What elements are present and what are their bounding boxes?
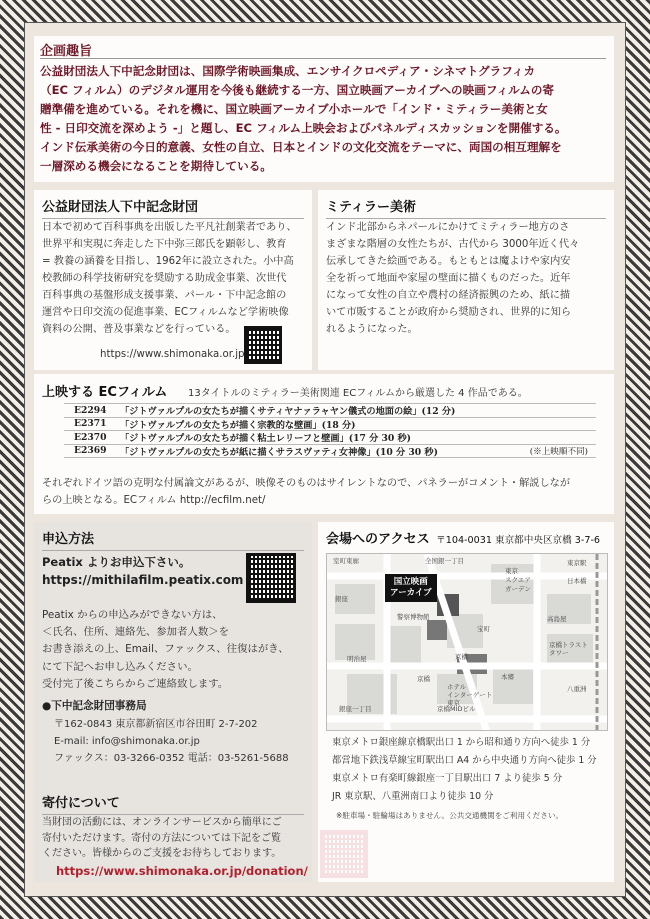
map-label: 室町東廊 xyxy=(333,557,359,565)
mithila-line: いて市販することが政府から奨励され、世界的に知ら xyxy=(326,307,572,318)
screening-note-line: らの上映となる。ECフィルム http://ecfilm.net/ xyxy=(42,495,266,506)
peatix-qr-code[interactable] xyxy=(246,553,296,603)
donation-line: 寄付いただけます。寄付の方法については下記をご覧 xyxy=(42,832,281,844)
purpose-line: 贈準備を進めている。それを機に、国立映画アーカイブ小ホールで「インド・ミティラー美術と女 xyxy=(40,102,548,116)
foundation-qr-code[interactable] xyxy=(244,326,282,364)
mithila-line: になって女性の自立や農村の経済振興のため、紙に描 xyxy=(326,290,571,301)
apply-line: にて下記へお申し込みください。 xyxy=(42,660,198,673)
foundation-line: 百科事典の基盤形成支援事業、パール・下中記念館の xyxy=(42,290,287,301)
access-map[interactable] xyxy=(326,553,608,731)
direction-line: 都営地下鉄浅草線宝町駅出口 A4 から中央通り方向へ徒歩 1 分 xyxy=(332,755,597,766)
map-label: 高島屋 xyxy=(547,615,567,623)
venue-marker xyxy=(385,574,437,602)
map-label: 銀座一丁目 xyxy=(339,705,372,713)
access-heading-group xyxy=(326,528,608,550)
film-row xyxy=(64,418,596,432)
film-row xyxy=(64,431,596,445)
mithila-line: 全を祈って地面や家屋の壁面に描くものだった。近年 xyxy=(326,273,571,284)
map-label: 日本橋 xyxy=(567,577,587,585)
film-title: 「ジトヴァルプルの女たちが紙に描くサラスヴァティ女神像」(10 分 30 秒) xyxy=(120,446,438,458)
purpose-line: 性 - 日印交流を深めよう -」と題し、EC フィルム上映会およびパネルディスカッションを開催する。 xyxy=(40,121,567,135)
film-row xyxy=(64,445,596,459)
map-label: 東京 xyxy=(447,699,460,707)
purpose-divider xyxy=(40,58,606,59)
map-label: インターゲート xyxy=(447,691,493,699)
purpose-line: インド伝承美術の今日的意義、女性の自立、日本とインドの文化交流をテーマに、両国の相互理解を xyxy=(40,140,562,154)
mithila-heading: ミティラー美術 xyxy=(326,196,606,219)
film-code: E2369 xyxy=(74,445,107,457)
film-code: E2370 xyxy=(74,431,107,443)
map-label: 全国銀一丁目 xyxy=(425,557,464,565)
map-label: 本郷 xyxy=(501,673,514,681)
donation-heading: 寄付について xyxy=(42,792,304,815)
direction-line: JR 東京駅、八重洲南口より徒歩 10 分 xyxy=(332,791,494,802)
film-title: 「ジトヴァルプルの女たちが描くサティヤナァラャヤン儀式の地面の絵」(12 分) xyxy=(120,406,456,418)
mithila-line: 伝承してきた絵画である。もともとは魔よけや家内安 xyxy=(326,256,571,267)
foundation-heading: 公益財団法人下中記念財団 xyxy=(42,196,304,219)
mithila-line: インド北部からネパールにかけてミティラー地方のさ xyxy=(326,222,570,233)
foundation-line: 校教師の科学技術研究を奨励する助成金事業、次世代 xyxy=(42,273,287,284)
mithila-text xyxy=(326,219,612,338)
film-code: E2371 xyxy=(74,418,107,430)
office-line: E-mail: info@shimonaka.or.jp xyxy=(54,736,200,747)
map-label: 明治屋 xyxy=(347,655,367,663)
foundation-line: 世界平和実現に奔走した下中弥三郎氏を顕彰し、教育 xyxy=(42,239,287,250)
venue-marker-line: アーカイブ xyxy=(390,588,432,598)
direction-line: 東京メトロ銀座線京橋駅出口 1 から昭和通り方向へ徒歩 1 分 xyxy=(332,737,591,748)
donation-url[interactable]: https://www.shimonaka.or.jp/donation/ xyxy=(56,864,308,878)
map-label: 宝町 xyxy=(477,625,490,633)
map-label: 東京駅 xyxy=(567,559,587,567)
apply-line: お書き添えの上、Email、ファックス、往復はがき、 xyxy=(42,643,289,656)
map-label: 銀座 xyxy=(335,595,348,603)
map-label: 京橋 xyxy=(455,653,468,661)
office-info xyxy=(54,716,310,767)
venue-marker-line: 国立映画 xyxy=(393,577,428,587)
screening-subheading: 13タイトルのミティラー美術関連 ECフィルムから厳選した 4 作品である。 xyxy=(188,388,528,399)
map-label: スクエア xyxy=(505,576,531,584)
foundation-line: 運営や日印交流の促進事業、ECフィルムなど学術映像 xyxy=(42,307,289,318)
foundation-line: = 教養の涵養を目指し、1962年に設立された。小中高 xyxy=(42,256,294,267)
purpose-heading: 企画趣旨 xyxy=(40,44,93,59)
foundation-text xyxy=(42,219,308,338)
foundation-url[interactable]: https://www.shimonaka.or.jp xyxy=(100,349,245,360)
purpose-line: 公益財団法人下中記念財団は、国際学術映画集成、エンサイクロペディア・シネマトグラフィカ xyxy=(40,64,536,78)
film-code: E2294 xyxy=(74,404,107,416)
apply-line: ＜氏名、住所、連絡先、参加者人数＞を xyxy=(42,626,230,639)
screening-heading: 上映する ECフィルム xyxy=(42,385,168,400)
peatix-url[interactable]: https://mithilafilm.peatix.com xyxy=(42,573,244,587)
access-directions xyxy=(332,734,612,806)
apply-text xyxy=(42,607,308,693)
screening-note xyxy=(42,475,612,509)
foundation-line: 日本で初めて百科事典を出版した平凡社創業者であり、 xyxy=(42,222,297,233)
film-list xyxy=(64,403,596,458)
film-note: (※上映順不同) xyxy=(529,446,588,457)
access-note: ※駐車場・駐輪場はありません。公共交通機関をご利用ください。 xyxy=(336,811,564,820)
donation-text xyxy=(42,815,312,862)
donation-line: 当財団の活動には、オンラインサービスから簡単にご xyxy=(42,817,282,828)
access-address: 〒104-0031 東京都中央区京橋 3-7-6 xyxy=(436,535,601,546)
film-row xyxy=(64,404,596,418)
office-line: 〒162-0843 東京都新宿区市谷田町 2-7-202 xyxy=(54,719,258,730)
film-title: 「ジトヴァルプルの女たちが描く粘土レリーフと壁画」(17 分 30 秒) xyxy=(120,433,412,445)
apply-line: Peatix からの申込みができない方は、 xyxy=(42,609,223,621)
map-label: タワー xyxy=(549,649,569,657)
purpose-text xyxy=(40,62,606,176)
office-line: ファックス：03-3266-0352 電話：03-5261-5688 xyxy=(54,753,289,764)
map-label: 京橋トラスト xyxy=(549,641,588,649)
map-label: 京橋 xyxy=(417,675,430,683)
access-heading: 会場へのアクセス xyxy=(326,532,430,547)
map-label: 八重洲 xyxy=(567,685,587,693)
peatix-line: Peatix よりお申込下さい。 xyxy=(42,555,191,569)
map-label: 東京 xyxy=(505,567,518,575)
map-label: 警察博物館 xyxy=(397,613,430,621)
direction-line: 東京メトロ有楽町線銀座一丁目駅出口 7 より徒歩 5 分 xyxy=(332,773,563,784)
foundation-line: 資料の公開、普及事業などを行っている。 xyxy=(42,324,236,335)
donation-line: ください。皆様からのご支援をお待ちしております。 xyxy=(42,848,282,859)
apply-heading: 申込方法 xyxy=(42,528,304,551)
map-label: 京橋MIDビル xyxy=(437,705,476,713)
mithila-line: まざまな階層の女性たちが、古代から 3000年近く代々 xyxy=(326,239,580,250)
purpose-line: 一層深める機会になることを期待している。 xyxy=(40,159,272,173)
map-label: ホテル xyxy=(447,683,467,691)
mithila-line: れるようになった。 xyxy=(326,324,418,335)
office-title: ●下中記念財団事務局 xyxy=(42,700,147,712)
map-label: ガーデン xyxy=(505,585,531,593)
purpose-line: （EC フィルム）のデジタル運用を今後も継続する一方、国立映画アーカイブへの映画フィルムの寄 xyxy=(40,83,555,97)
screening-note-line: それぞれドイツ語の克明な付属論文があるが、映像そのものはサイレントなので、パネラーがコメント・解説しなが xyxy=(42,478,571,489)
apply-line: 受付完了後こちらからご連絡致します。 xyxy=(42,677,229,690)
film-title: 「ジトヴァルプルの女たちが描く宗教的な壁画」(18 分) xyxy=(120,419,356,431)
